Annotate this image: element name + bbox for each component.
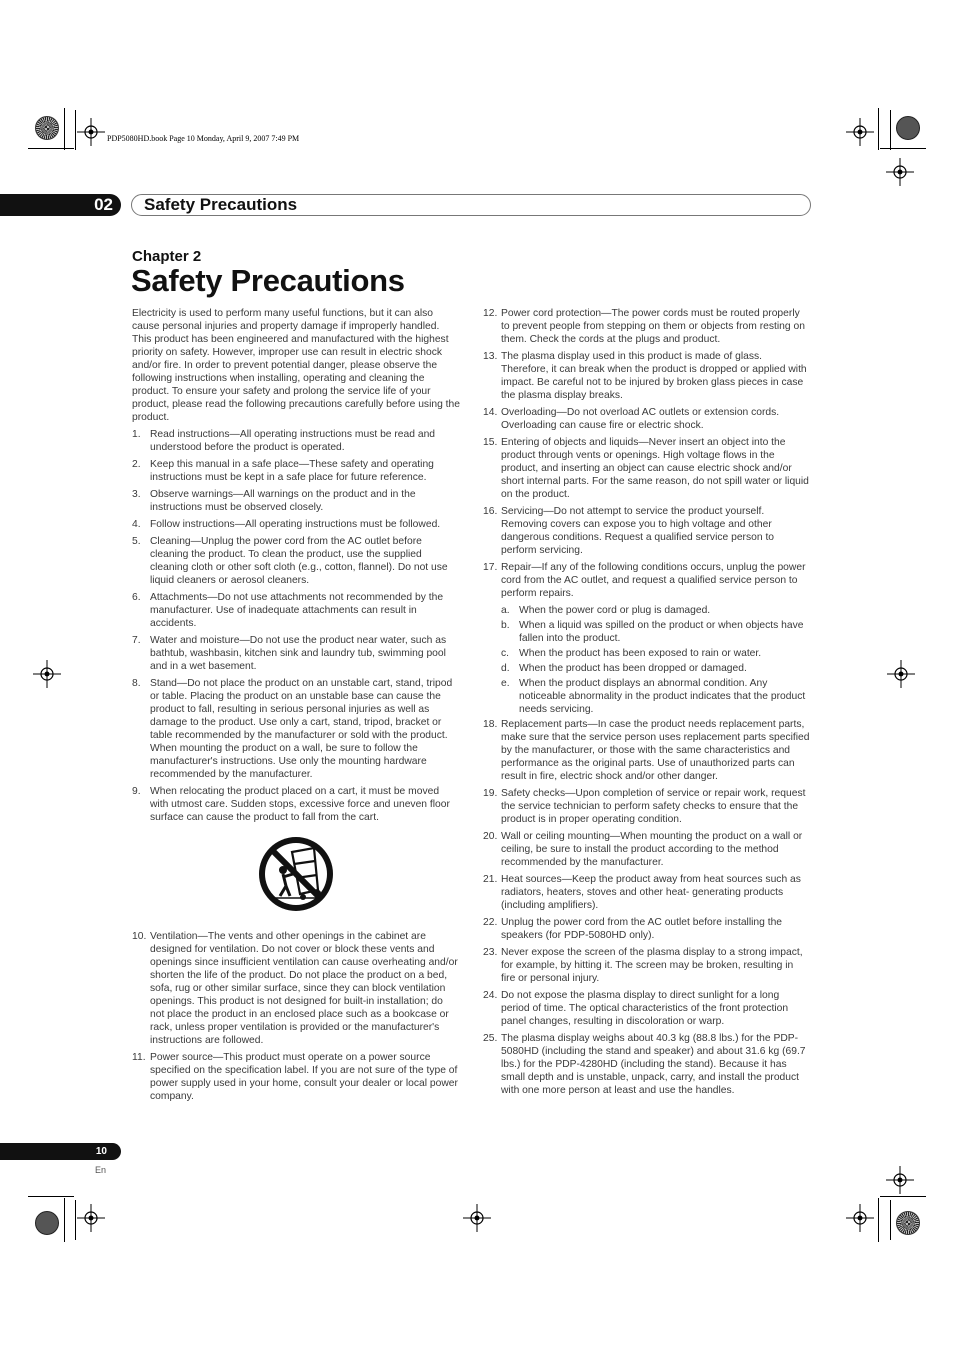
list-item: 5. Cleaning—Unplug the power cord from the AC outlet before cleaning the product. To clean the product, use the supplied cleaning cloth or other soft cloth (e.g., cotton, flannel). Do not use liquid cleaners or aerosol cleaners. (132, 536, 448, 586)
list-item: 22. Unplug the power cord from the AC outlet before installing the speakers (for PDP-5080HD only). (483, 917, 783, 941)
list-item: 23. Never expose the screen of the plasma display to a strong impact, for example, by hitting it. The screen may be broken, resulting in fire or personal injury. (483, 947, 803, 984)
safety-list-left-continued (132, 930, 460, 1103)
list-item: 2. Keep this manual in a safe place—These safety and operating instructions must be kept in a safe place for future reference. (132, 459, 434, 483)
list-item: 1. Read instructions—All operating instructions must be read and understood before the product is operated. (132, 429, 436, 453)
page-number-chip (0, 1143, 121, 1160)
registration-mark-icon (33, 660, 61, 688)
gray-target-icon (896, 116, 920, 140)
running-header (131, 194, 811, 216)
sub-item: c. When the product has been exposed to rain or water. (501, 648, 762, 659)
chapter-number-chip (0, 194, 121, 216)
sub-item: d. When the product has been dropped or damaged. (501, 663, 747, 674)
list-item: 17. Repair—If any of the following conditions occurs, unplug the power cord from the AC outlet, and request a qualified service person to perform repairs. (483, 562, 806, 599)
list-item: 25. The plasma display weighs about 40.3 kg (88.8 lbs.) for the PDP-5080HD (including the stand and speaker) and about 31.6 kg (69.7 lbs.) for the PDP-4280HD (including the stand). Because it has small depth and is unstable, unpack, carry, and install the product with one more person at least and use the handles. (483, 1033, 806, 1096)
list-item: 8. Stand—Do not place the product on an unstable cart, stand, tripod or table. Placing the product on an unstable base can cause the product to fall, resulting in serious personal injuries as well as damage to the product. Use only a cart, stand, tripod, bracket or table recommended by the manufacturer or sold with the product. When mounting the product on a wall, be sure to follow the manufacturer's instructions. Use only the mounting hardware recommended by the manufacturer. (132, 678, 453, 780)
sub-item: a. When the power cord or plug is damaged. (501, 605, 711, 616)
list-item: 4. Follow instructions—All operating instructions must be followed. (132, 519, 441, 530)
list-item: 11. Power source—This product must operate on a power source specified on the specification label. If you are not sure of the type of power supply used in your home, consult your dealer or local power company. (132, 1052, 458, 1102)
registration-mark-icon (846, 1204, 874, 1232)
running-header-title: Safety Precautions (144, 195, 298, 214)
list-item: 12. Power cord protection—The power cords must be routed properly to prevent people from stepping on them or objects from resting on them. Check the cords at the plugs and product. (483, 308, 805, 345)
chapter-label: Chapter 2 (132, 248, 202, 265)
page-number: 10 (95, 1146, 107, 1157)
safety-list-left (132, 428, 460, 824)
sub-item: b. When a liquid was spilled on the product or when objects have fallen into the product. (501, 620, 804, 644)
registration-mark-icon (463, 1204, 491, 1232)
list-item: 20. Wall or ceiling mounting—When mounting the product on a wall or ceiling, be sure to install the product according to the method recommended by the manufacturer. (483, 831, 803, 868)
book-info: PDP5080HD.book Page 10 Monday, April 9, 2007 7:49 PM (107, 134, 300, 143)
list-item: 16. Servicing—Do not attempt to service the product yourself. Removing covers can expose you to high voltage and other dangerous conditions. Request a qualified service person to perform servicing. (483, 506, 775, 556)
chapter-number: 02 (94, 195, 113, 214)
registration-mark-icon (846, 118, 874, 146)
registration-mark-icon (887, 660, 915, 688)
page-title: Safety Precautions (131, 263, 405, 298)
list-item: 18. Replacement parts—In case the product needs replacement parts, make sure that the service person uses replacement parts specified by the manufacturer, or those with the same characteristics and performance as the original parts. Use of unauthorized parts can result in fire, electric shock and/or other danger. (483, 719, 810, 782)
color-target-icon (896, 1211, 920, 1235)
cart-warning-figure (132, 828, 460, 930)
registration-mark-icon (886, 158, 914, 186)
list-item: 6. Attachments—Do not use attachments not recommended by the manufacturer. Use of inadequate attachments can result in accidents. (132, 592, 444, 629)
list-item: 14. Overloading—Do not overload AC outlets or extension cords. Overloading can cause fire or electric shock. (483, 407, 780, 431)
list-item: 15. Entering of objects and liquids—Never insert an object into the product through vents or openings. High voltage flows in the product, and inserting an object can cause electric shock and/or short internal parts. For the same reason, do not spill water or liquid on the product. (483, 437, 809, 500)
right-column (483, 307, 810, 1101)
list-item: 7. Water and moisture—Do not use the product near water, such as bathtub, washbasin, kitchen sink and laundry tub, swimming pool and in a wet basement. (132, 635, 447, 672)
list-item: 9. When relocating the product placed on a cart, it must be moved with utmost care. Sudden stops, excessive force and uneven floor surface can cause the product to fall from the cart. (132, 786, 450, 823)
language-code: En (95, 1165, 107, 1175)
registration-mark-icon (77, 1204, 105, 1232)
left-column (132, 307, 460, 1107)
color-target-icon (35, 116, 59, 140)
registration-mark-icon (886, 1166, 914, 1194)
intro-paragraph: Electricity is used to perform many useful functions, but it can also cause personal injuries and property damage if improperly handled. This product has been engineered and manufactured with the highest priority on safety. However, improper use can result in electric shock and/or fire. In order to prevent potential danger, please observe the following instructions when installing, operating and cleaning the product. To ensure your safety and prolong the service life of your product, please read the following precautions carefully before using the product. (132, 308, 460, 423)
gray-target-icon (35, 1211, 59, 1235)
list-item: 3. Observe warnings—All warnings on the product and in the instructions must be observed closely. (132, 489, 416, 513)
repair-conditions (483, 604, 810, 716)
list-item: 10. Ventilation—The vents and other openings in the cabinet are designed for ventilation. Do not cover or block these vents and openings since insufficient ventilation can cause overheating and/or shorten the life of the product. Do not place the product on a bed, sofa, rug or other similar surface, since they can block ventilation openings. This product is not designed for built-in installation; do not place the product in an enclosed place such as a bookcase or rack, unless proper ventilation is provided or the manufacturer's instructions are followed. (132, 931, 458, 1046)
list-item: 21. Heat sources—Keep the product away from heat sources such as radiators, heaters, stoves and other heat- generating products (including amplifiers). (483, 874, 801, 911)
registration-mark-icon (77, 118, 105, 146)
list-item: 13. The plasma display used in this product is made of glass. Therefore, it can break when the product is dropped or applied with impact. Be careful not to be injured by broken glass pieces in case the plasma display breaks. (483, 351, 807, 401)
list-item: 24. Do not expose the plasma display to direct sunlight for a long period of time. The optical characteristics of the front protection panel changes, resulting in discoloration or warp. (483, 990, 789, 1027)
list-item: 19. Safety checks—Upon completion of service or repair work, request the service technician to perform safety checks to ensure that the product is in proper operating condition. (483, 788, 806, 825)
cart-tip-over-warning-icon (256, 834, 336, 914)
sub-item: e. When the product displays an abnormal condition. Any noticeable abnormality in the product indicates that the product needs servicing. (501, 678, 806, 715)
